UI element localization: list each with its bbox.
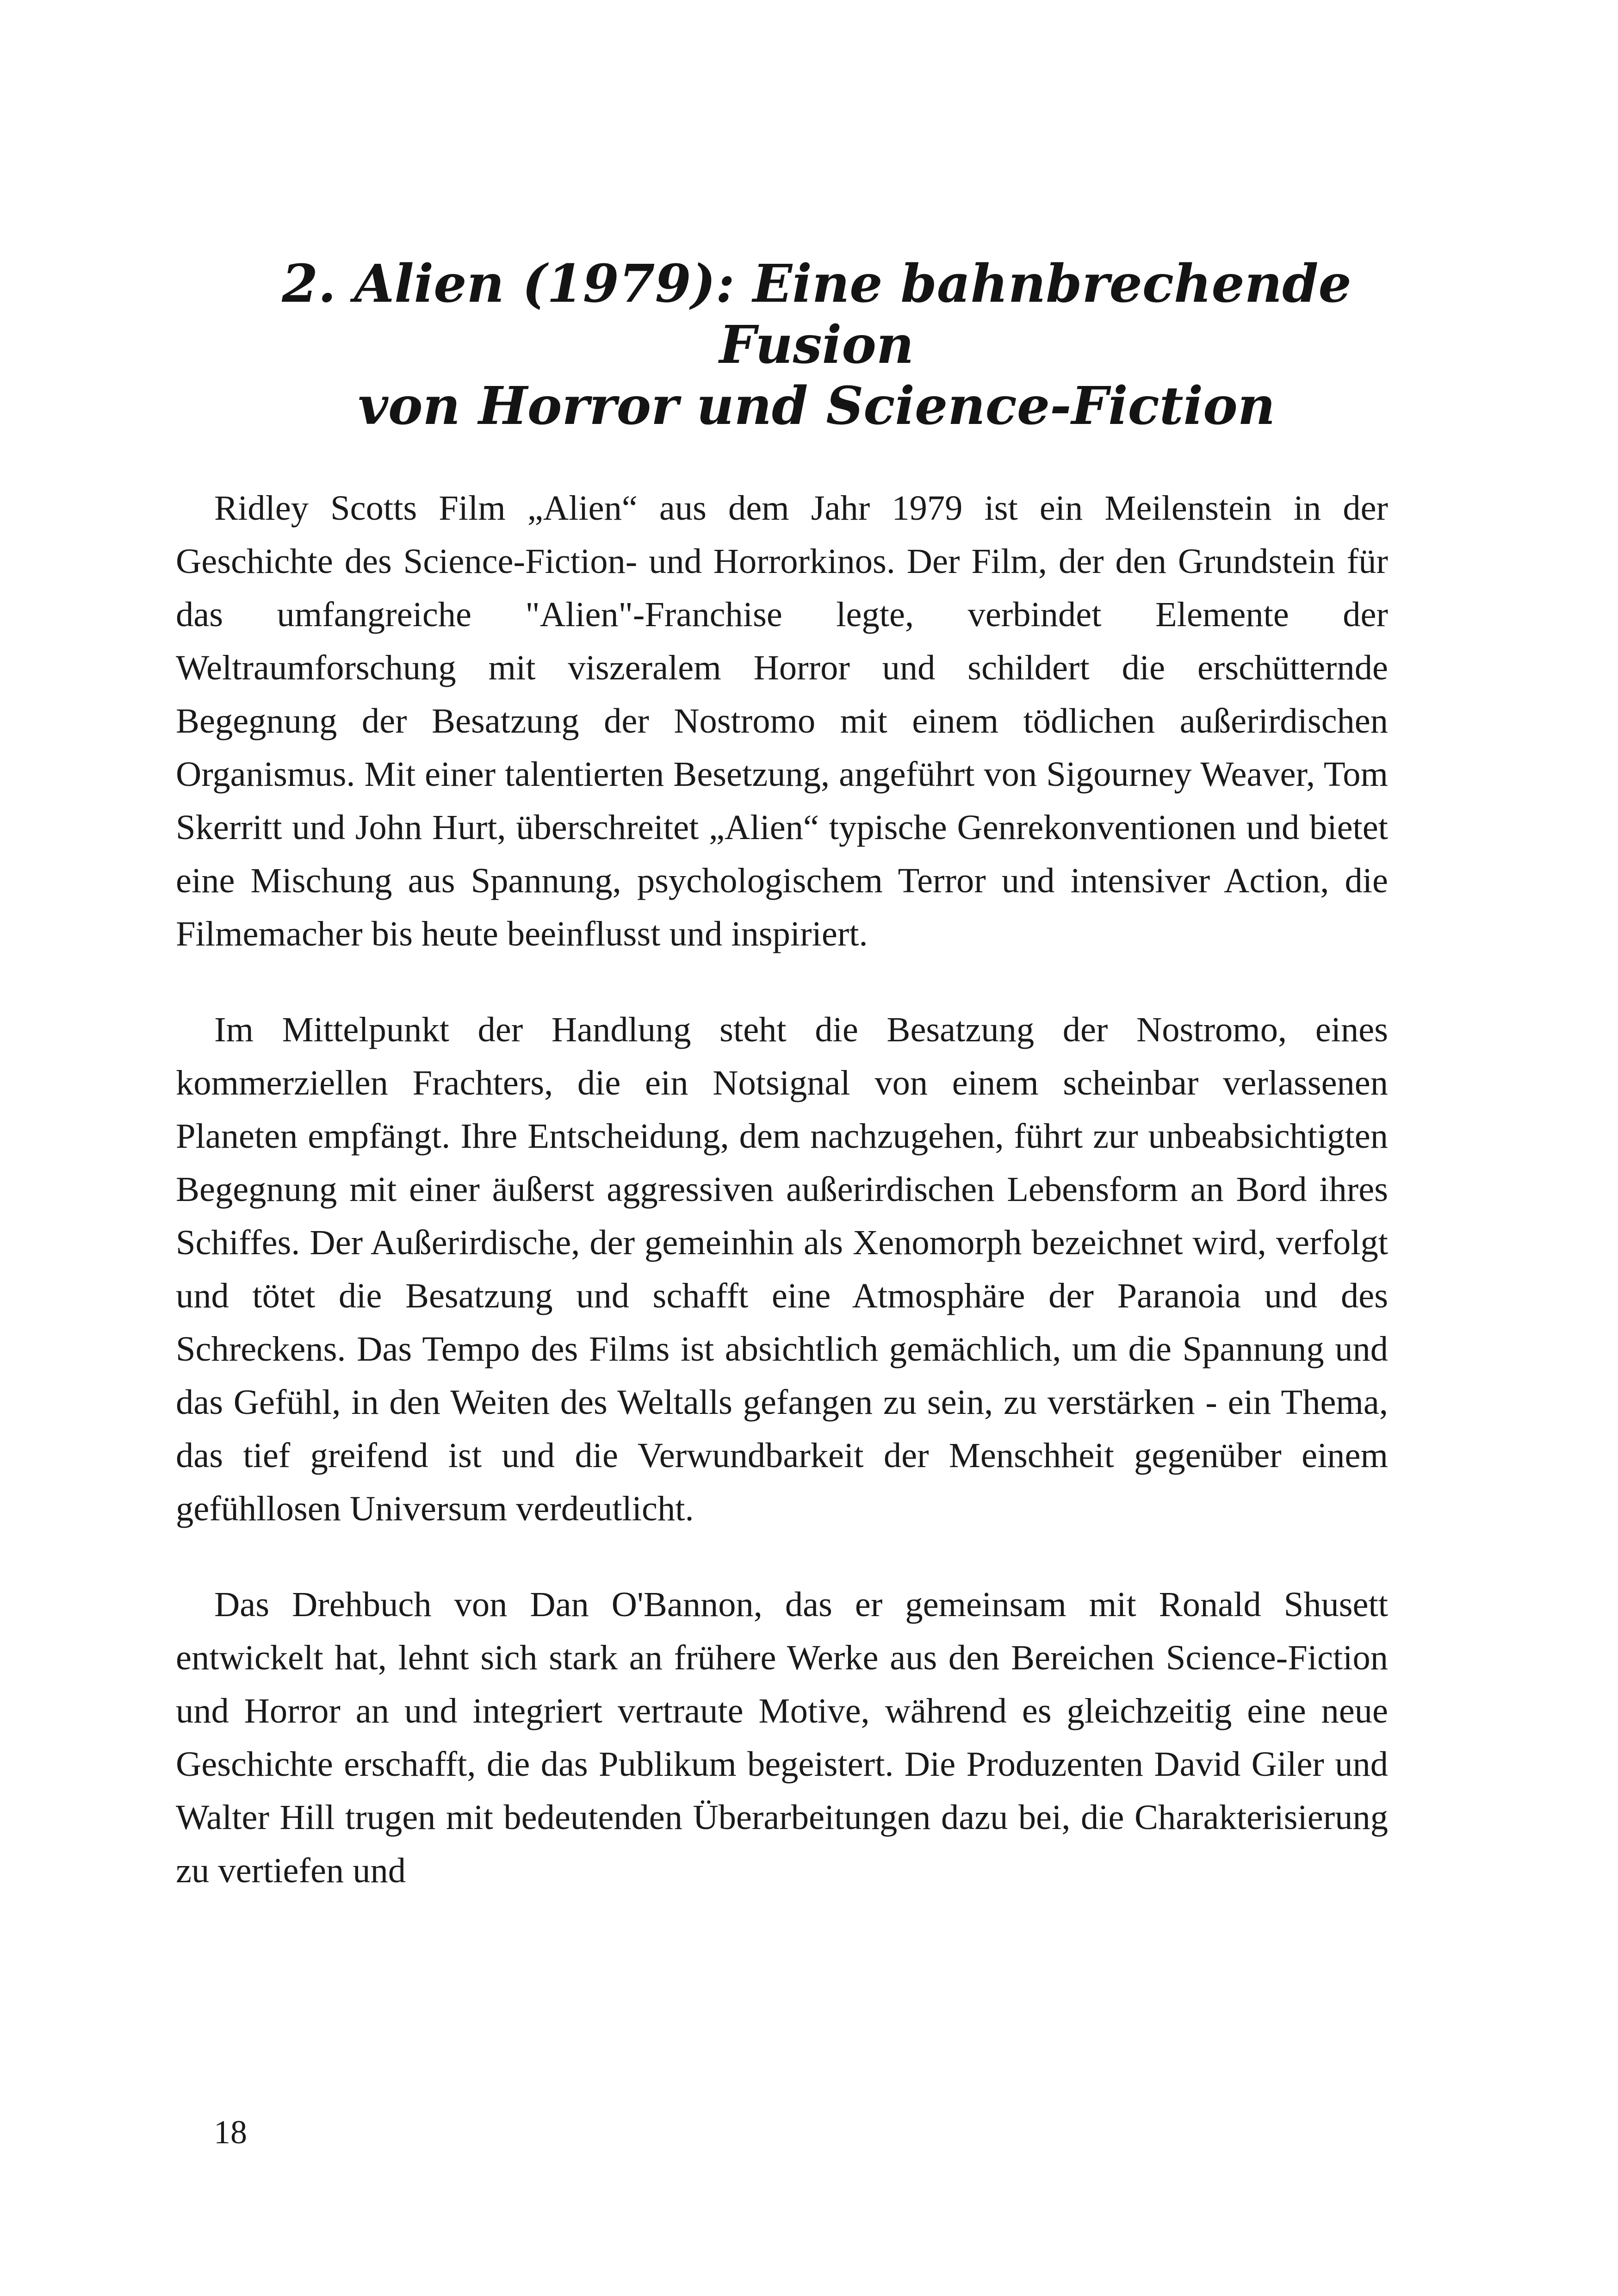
chapter-title xyxy=(176,254,1388,437)
chapter-title-line-2: von Horror und Science-Fiction xyxy=(358,376,1276,436)
page-number: 18 xyxy=(214,2114,247,2151)
paragraph-3: Das Drehbuch von Dan O'Bannon, das er gemeinsam mit Ronald Shusett entwickelt hat, lehnt sich stark an frühere Werke aus den Bereichen Science-Fiction und Horror an und integriert vertraute Motive, während es gleichzeitig eine neue Geschichte erschafft, die das Publikum begeistert. Die Produzenten David Giler und Walter Hill trugen mit bedeutenden Überarbeitungen dazu bei, die Charakterisierung zu vertiefen und xyxy=(176,1585,1388,1890)
paragraph-2: Im Mittelpunkt der Handlung steht die Besatzung der Nostromo, eines kommerziellen Frachters, die ein Notsignal von einem scheinbar verlassenen Planeten empfängt. Ihre Entscheidung, dem nachzugehen, führt zur unbeabsichtigten Begegnung mit einer äußerst aggressiven außerirdischen Lebensform an Bord ihres Schiffes. Der Außerirdische, der gemeinhin als Xenomorph bezeichnet wird, verfolgt und tötet die Besatzung und schafft eine Atmosphäre der Paranoia und des Schreckens. Das Tempo des Films ist absichtlich gemächlich, um die Spannung und das Gefühl, in den Weiten des Weltalls gefangen zu sein, zu verstärken - ein Thema, das tief greifend ist und die Verwundbarkeit der Menschheit gegenüber einem gefühllosen Universum verdeutlicht. xyxy=(176,1010,1388,1528)
chapter-title-line-1: 2. Alien (1979): Eine bahnbrechende Fusion xyxy=(282,254,1351,375)
body-text xyxy=(176,481,1388,1897)
paragraph-1: Ridley Scotts Film „Alien“ aus dem Jahr 1979 ist ein Meilenstein in der Geschichte des Science-Fiction- und Horrorkinos. Der Film, der den Grundstein für das umfangreiche "Alien"-Franchise legte, verbindet Elemente der Weltraumforschung mit viszeralem Horror und schildert die erschütternde Begegnung der Besatzung der Nostromo mit einem tödlichen außerirdischen Organismus. Mit einer talentierten Besetzung, angeführt von Sigourney Weaver, Tom Skerritt und John Hurt, überschreitet „Alien“ typische Genrekonventionen und bietet eine Mischung aus Spannung, psychologischem Terror und intensiver Action, die Filmemacher bis heute beeinflusst und inspiriert. xyxy=(176,488,1388,953)
